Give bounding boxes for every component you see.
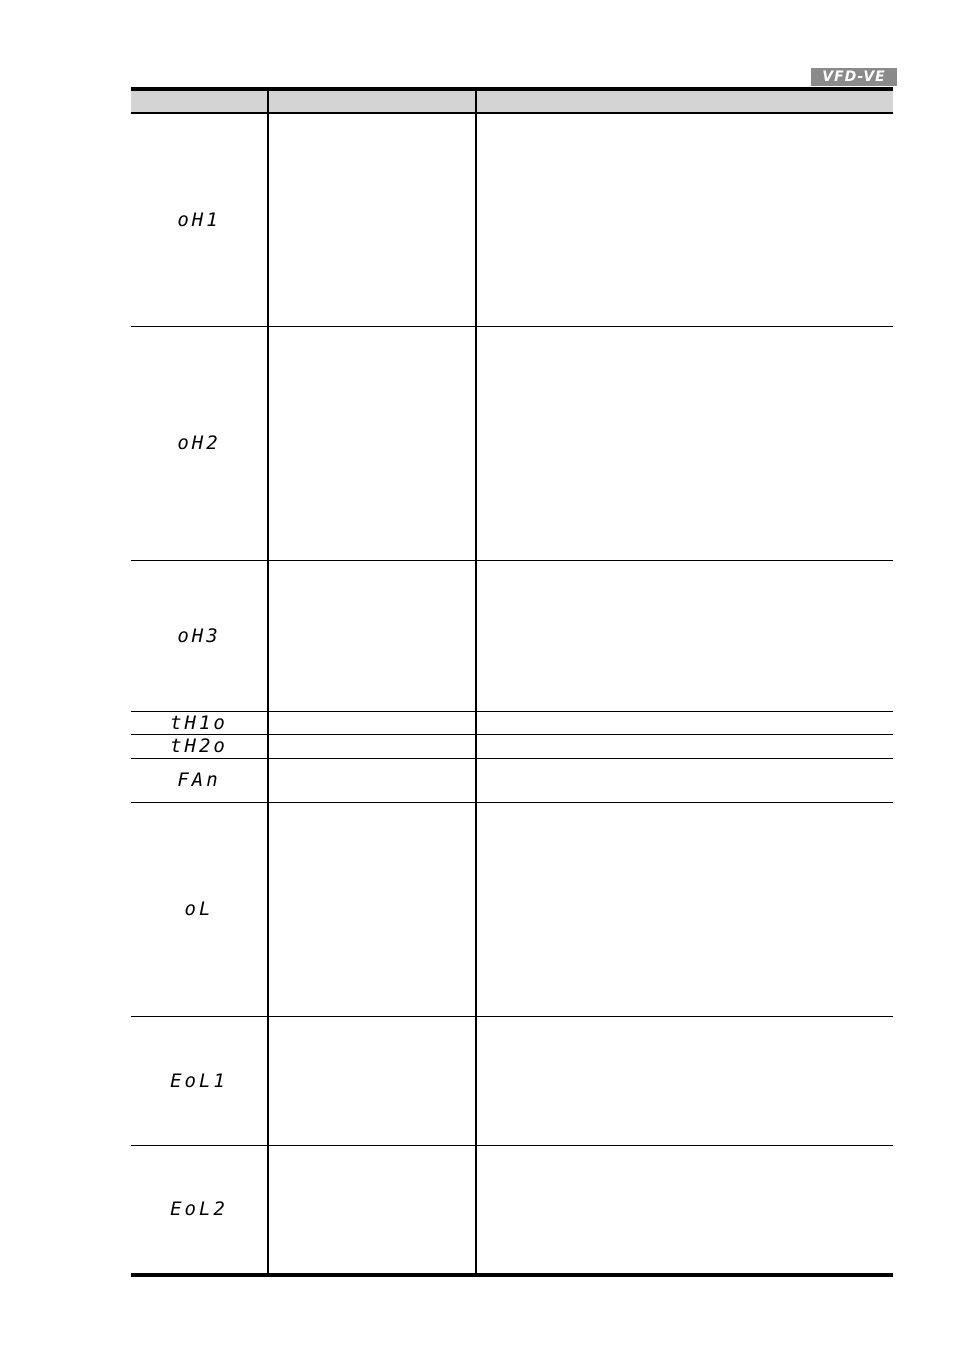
fault-code-display: oH2 xyxy=(177,432,221,454)
fault-code-display: oH1 xyxy=(177,208,221,231)
table-row xyxy=(131,327,267,560)
fault-code-display: EoL1 xyxy=(170,1069,228,1092)
column-divider-1 xyxy=(267,91,269,1273)
table-row xyxy=(131,712,267,734)
column-divider-2 xyxy=(475,91,477,1273)
table-header-row xyxy=(131,91,893,112)
fault-code-table xyxy=(131,87,893,1277)
vfd-ve-logo: VFD-VE xyxy=(811,68,897,86)
fault-code-display: EoL2 xyxy=(170,1198,228,1220)
table-row xyxy=(131,759,267,802)
table-bottom-rule xyxy=(131,1273,893,1277)
table-row xyxy=(131,803,267,1016)
table-row xyxy=(131,1017,267,1145)
table-row xyxy=(131,114,267,326)
table-row xyxy=(131,1146,267,1273)
fault-code-display: tH1o xyxy=(170,711,228,734)
table-row xyxy=(131,735,267,758)
fault-code-display: oL xyxy=(184,898,214,920)
fault-code-display: FAn xyxy=(177,769,221,791)
fault-code-display: oH3 xyxy=(177,624,221,647)
fault-code-display: tH2o xyxy=(170,735,228,757)
table-row xyxy=(131,561,267,711)
